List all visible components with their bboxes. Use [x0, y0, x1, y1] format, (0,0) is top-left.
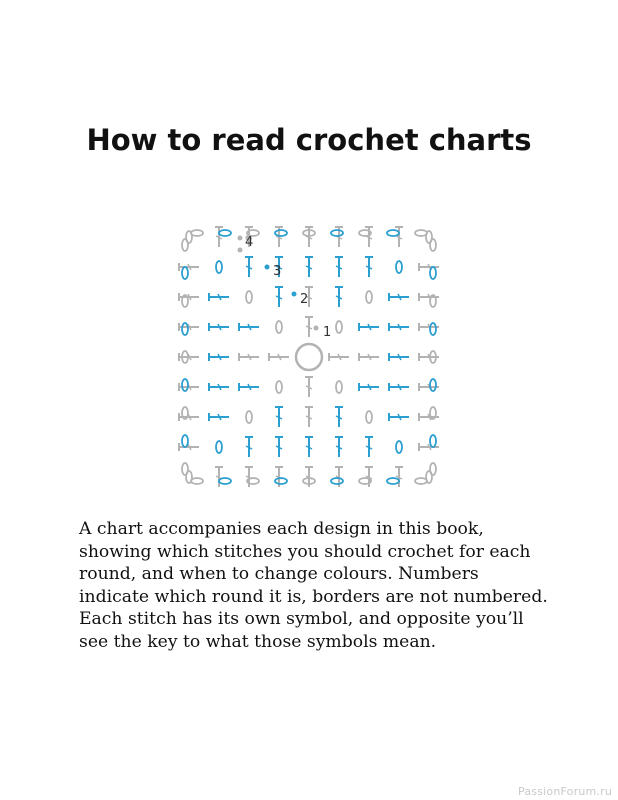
chain-loop-icon: [415, 230, 427, 236]
chain-loop-icon: [331, 478, 343, 484]
stitch-symbol-icon: [305, 437, 313, 457]
chain-loop-icon: [430, 379, 436, 391]
stitch-symbol-icon: [329, 353, 349, 361]
stitch-symbol-icon: [365, 437, 373, 457]
crochet-chart: [176, 224, 442, 490]
stitch-symbol-icon: [389, 293, 409, 301]
page-title: How to read crochet charts: [86, 123, 532, 157]
stitch-symbol-icon: [239, 383, 259, 391]
slip-stitch-dot: [265, 265, 270, 270]
chain-loop-icon: [430, 267, 436, 279]
round-label-1: 1: [323, 325, 332, 340]
chain-loop-icon: [387, 230, 399, 236]
stitch-symbol-icon: [365, 257, 373, 277]
stitch-symbol-icon: [245, 437, 253, 457]
watermark: PassionForum.ru: [518, 785, 612, 798]
chain-loop-icon: [415, 478, 427, 484]
stitch-symbol-icon: [209, 383, 229, 391]
chain-loop-icon: [219, 230, 231, 236]
slip-stitch-dot: [314, 326, 319, 331]
chain-loop-icon: [182, 239, 188, 251]
round-label-2: 2: [300, 292, 309, 307]
stitch-symbol-icon: [275, 287, 283, 307]
chain-loop-icon: [366, 291, 372, 303]
chain-loop-icon: [191, 478, 203, 484]
stitch-symbol-icon: [389, 383, 409, 391]
chain-loop-icon: [430, 239, 436, 251]
stitch-symbol-icon: [239, 323, 259, 331]
chain-loop-icon: [216, 261, 222, 273]
stitch-symbol-icon: [359, 383, 379, 391]
stitch-symbol-icon: [239, 353, 259, 361]
chain-loop-icon: [191, 230, 203, 236]
chain-loop-icon: [246, 411, 252, 423]
chain-loop-icon: [275, 230, 287, 236]
stitch-symbol-icon: [389, 413, 409, 421]
round-labels: [245, 235, 331, 340]
chain-loop-icon: [182, 435, 188, 447]
stitch-symbol-icon: [335, 287, 343, 307]
stitch-symbol-icon: [209, 413, 229, 421]
stitch-symbol-icon: [305, 257, 313, 277]
stitch-symbol-icon: [389, 353, 409, 361]
stitch-symbol-icon: [305, 407, 313, 427]
stitch-symbol-icon: [305, 317, 313, 337]
chain-ring-icon: [296, 344, 322, 370]
stitch-symbol-icon: [275, 407, 283, 427]
chain-loop-icon: [366, 411, 372, 423]
stitch-symbol-icon: [245, 257, 253, 277]
chain-loop-icon: [387, 478, 399, 484]
chain-loop-icon: [276, 321, 282, 333]
chain-loop-icon: [430, 323, 436, 335]
chain-loop-icon: [331, 230, 343, 236]
stitch-symbol-icon: [335, 437, 343, 457]
round-label-3: 3: [273, 264, 282, 279]
stitch-symbol-icon: [209, 323, 229, 331]
stitch-symbol-icon: [389, 323, 409, 331]
body-paragraph: A chart accompanies each design in this book, showing which stitches you should crochet for each round, and when to change colours. Numbers indicate which round it is, borders are not numbered. Each stitch has its own symbol, and opposite you’ll see the key to what those symbols mean.: [79, 519, 548, 652]
slip-stitch-dot: [292, 292, 297, 297]
chain-loop-icon: [396, 441, 402, 453]
chain-loop-icon: [275, 478, 287, 484]
chain-loop-icon: [246, 291, 252, 303]
chain-loop-icon: [182, 323, 188, 335]
stitch-symbol-icon: [335, 407, 343, 427]
chain-loop-icon: [396, 261, 402, 273]
slip-stitch-dot: [238, 236, 243, 241]
crochet-chart-diagram: [176, 224, 442, 490]
round-label-4: 4: [245, 235, 254, 250]
stitch-symbol-icon: [359, 353, 379, 361]
chain-loop-icon: [182, 463, 188, 475]
stitch-symbol-icon: [305, 377, 313, 397]
stitch-symbol-icon: [335, 257, 343, 277]
chain-loop-icon: [182, 379, 188, 391]
stitch-symbol-icon: [359, 323, 379, 331]
chain-loop-icon: [430, 435, 436, 447]
stitch-symbol-icon: [275, 437, 283, 457]
chain-loop-icon: [182, 267, 188, 279]
chain-loop-icon: [430, 463, 436, 475]
stitch-symbol-icon: [209, 293, 229, 301]
chain-loop-icon: [336, 321, 342, 333]
stitch-symbol-icon: [269, 353, 289, 361]
chain-loop-icon: [336, 381, 342, 393]
chain-loop-icon: [276, 381, 282, 393]
slip-stitch-dot: [238, 248, 243, 253]
chain-loop-icon: [216, 441, 222, 453]
stitch-symbol-icon: [209, 353, 229, 361]
chain-loop-icon: [219, 478, 231, 484]
